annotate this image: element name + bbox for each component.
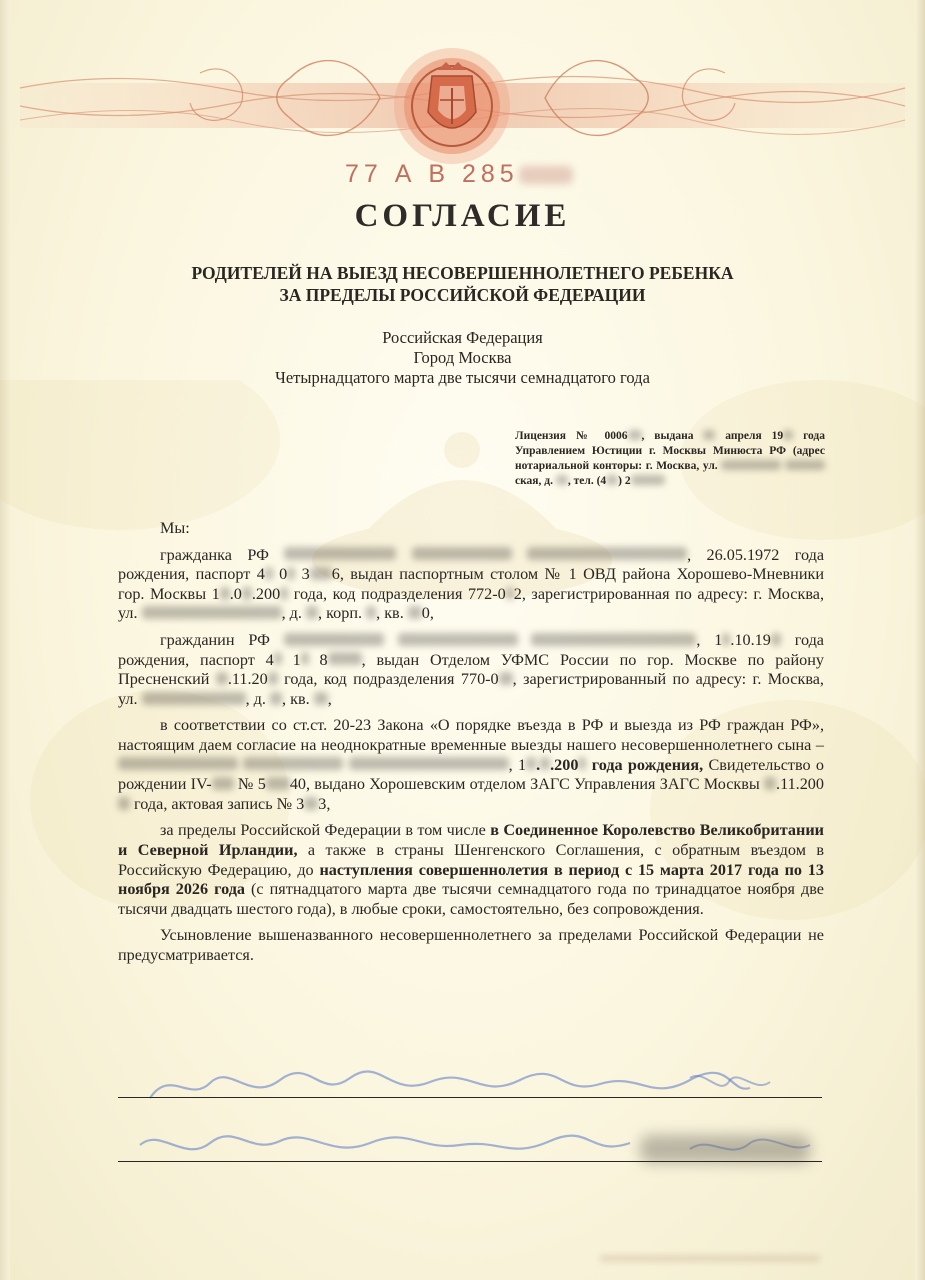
text: , 26.05.1972 года рождения, паспорт 4 — [118, 545, 825, 584]
guilloche-ornament — [0, 28, 925, 168]
redacted-name — [412, 547, 512, 560]
redacted-address — [142, 606, 282, 619]
redacted — [242, 587, 252, 600]
text: в соответствии со ст.ст. 20-23 Закона «О порядке въезда в РФ и выезда из РФ граждан РФ», настоящим даем согласие на неоднократные временные выезды нашего несовершеннолетнего сына – — [118, 716, 824, 754]
date-text: Четырнадцатого марта две тысячи семнадцатого года — [275, 368, 650, 387]
redacted — [270, 692, 282, 705]
redacted — [212, 777, 234, 790]
redacted — [220, 587, 230, 600]
text: .11.20 — [227, 670, 268, 689]
text: года, код подразделения 772-0 — [288, 584, 506, 603]
microprint — [600, 1256, 820, 1261]
paragraph-father — [118, 631, 824, 709]
paragraph-consent — [118, 716, 824, 814]
signature-mother — [130, 1058, 820, 1118]
redacted-name — [118, 757, 238, 770]
text: № 5 — [233, 775, 266, 794]
redacted — [556, 475, 568, 484]
text: .11.200 — [776, 775, 824, 794]
text: 40, выдано Хорошевским отделом ЗАГС Управления ЗАГС Москвы — [289, 775, 765, 794]
redacted-name — [349, 757, 509, 770]
text: 0 — [272, 565, 288, 584]
city: Город Москва — [413, 348, 512, 367]
redacted — [721, 460, 781, 469]
redacted-name — [284, 633, 384, 646]
redacted — [499, 672, 513, 685]
redacted — [314, 692, 328, 705]
redacted — [366, 606, 376, 619]
place-and-date — [0, 328, 925, 388]
text: 3 — [295, 565, 310, 584]
redacted-name — [527, 547, 687, 560]
validity-period: наступления совершеннолетия в период с 15 марта 2017 года по 13 ноября 2026 года — [118, 860, 824, 899]
text: 0, — [421, 604, 434, 623]
text: , кв. — [282, 689, 314, 708]
text: , корп. — [318, 604, 367, 623]
redacted — [304, 797, 318, 810]
text: .10.19 — [730, 630, 771, 649]
redacted-address — [142, 692, 246, 705]
redacted — [301, 652, 309, 665]
text: 8 — [308, 650, 328, 669]
text: 2, зарегистрированная по адресу: г. Москва, ул. — [118, 584, 824, 623]
text: а также в страны Шенгенского Соглашения, с обратным въездом в Российскую Федерацию, до — [118, 840, 824, 879]
text: гражданин РФ — [160, 630, 284, 649]
redacted — [783, 430, 793, 439]
redacted — [310, 567, 332, 580]
redacted — [280, 587, 288, 600]
text: (с пятнадцатого марта две тысячи семнадцатого года по тринадцатое ноября две тысячи двадцать шестого года), в любые сроки, самостоятельно, без сопровождения. — [118, 880, 824, 918]
text: гражданка РФ — [160, 545, 285, 564]
redacted — [506, 587, 514, 600]
intro: Мы: — [160, 519, 190, 537]
redacted-name — [243, 757, 343, 770]
text: . — [536, 755, 541, 774]
paragraph-destinations — [118, 821, 824, 919]
subtitle-line-2: ЗА ПРЕДЕЛЫ РОССИЙСКОЙ ФЕДЕРАЦИИ — [279, 285, 646, 305]
redacted — [408, 606, 422, 619]
redacted — [722, 633, 730, 646]
destination-uk: в Соединенное Королевство Великобритании и Северной Ирландии, — [118, 821, 824, 859]
redacted — [328, 652, 362, 665]
redacted — [216, 672, 228, 685]
document-title: СОГЛАСИЕ — [354, 198, 571, 234]
redacted — [628, 430, 642, 439]
redacted — [764, 777, 776, 790]
notary-license — [515, 429, 825, 489]
text: .0 — [229, 584, 242, 603]
serial-redacted — [519, 166, 573, 184]
text: года, код подразделения 770-0 — [277, 670, 499, 689]
redacted — [771, 633, 781, 646]
text: года рождения, — [586, 755, 704, 774]
signature-redaction — [640, 1135, 810, 1163]
redacted — [540, 757, 550, 770]
text: , 1 — [508, 755, 527, 774]
signature-line-1 — [118, 1097, 822, 1098]
text: .200 — [550, 755, 579, 774]
license-text-4: года Управлением Юстиции г. Москвы Минюста РФ (адрес нотариальной конторы: г. Москва, ул. — [515, 430, 825, 472]
license-text-1: Лицензия № 0006 — [515, 430, 628, 442]
license-text-2: , выдана — [641, 430, 704, 442]
redacted — [631, 475, 665, 484]
text: года рождения, паспорт 4 — [118, 630, 824, 669]
text: 1 — [281, 650, 301, 669]
document-body — [118, 519, 824, 965]
redacted — [703, 430, 715, 439]
text: 3, — [318, 794, 331, 813]
redacted — [265, 567, 273, 580]
license-text-5: ская, д. — [515, 475, 556, 487]
redacted — [118, 797, 130, 810]
text: Свидетельство о рождении IV- — [118, 755, 825, 794]
text: , кв. — [376, 604, 408, 623]
text: , выдан Отделом УФМС России по гор. Москве по району Пресненский — [118, 650, 824, 689]
redacted-name — [284, 547, 396, 560]
text: , д. — [245, 689, 270, 708]
redacted — [268, 672, 278, 685]
redacted — [306, 606, 318, 619]
notary-emblem-icon — [394, 48, 510, 164]
redacted — [785, 460, 825, 469]
text: .200 — [251, 584, 281, 603]
paragraph-adoption: Усыновление вышеназванного несовершеннолетнего за пределами Российской Федерации не предусматривается. — [118, 926, 824, 964]
redacted — [287, 567, 295, 580]
form-serial-number — [345, 160, 573, 189]
handwritten-signature — [130, 1058, 820, 1118]
redacted — [266, 777, 290, 790]
subtitle-line-1: РОДИТЕЛЕЙ НА ВЫЕЗД НЕСОВЕРШЕННОЛЕТНЕГО РЕБЕНКА — [191, 263, 734, 283]
paragraph-mother — [118, 546, 824, 624]
redacted — [274, 652, 282, 665]
redacted — [526, 757, 536, 770]
redacted-name — [398, 633, 518, 646]
license-text-7: ) 2 — [618, 475, 631, 487]
text: 6, выдан паспортным столом № 1 ОВД района Хорошево-Мневники гор. Москвы 1 — [118, 565, 825, 603]
redacted-name — [531, 633, 696, 646]
text: , 1 — [696, 630, 723, 649]
license-text-3: апреля 19 — [715, 430, 784, 442]
text: года, актовая запись № 3 — [130, 794, 305, 813]
country: Российская Федерация — [382, 328, 543, 347]
text: , — [327, 689, 332, 708]
text: , зарегистрированный по адресу: г. Москва, ул. — [118, 670, 824, 708]
redacted — [606, 475, 618, 484]
document-subtitle — [0, 262, 925, 306]
signature-father — [130, 1115, 820, 1175]
license-text-6: , тел. (4 — [567, 475, 607, 487]
footer-microprint — [600, 1256, 820, 1263]
text: за пределы Российской Федерации в том числе — [160, 821, 491, 840]
serial-visible: 77 А В 285 — [345, 160, 519, 188]
signature-line-2 — [118, 1161, 822, 1162]
text: , д. — [281, 604, 306, 623]
